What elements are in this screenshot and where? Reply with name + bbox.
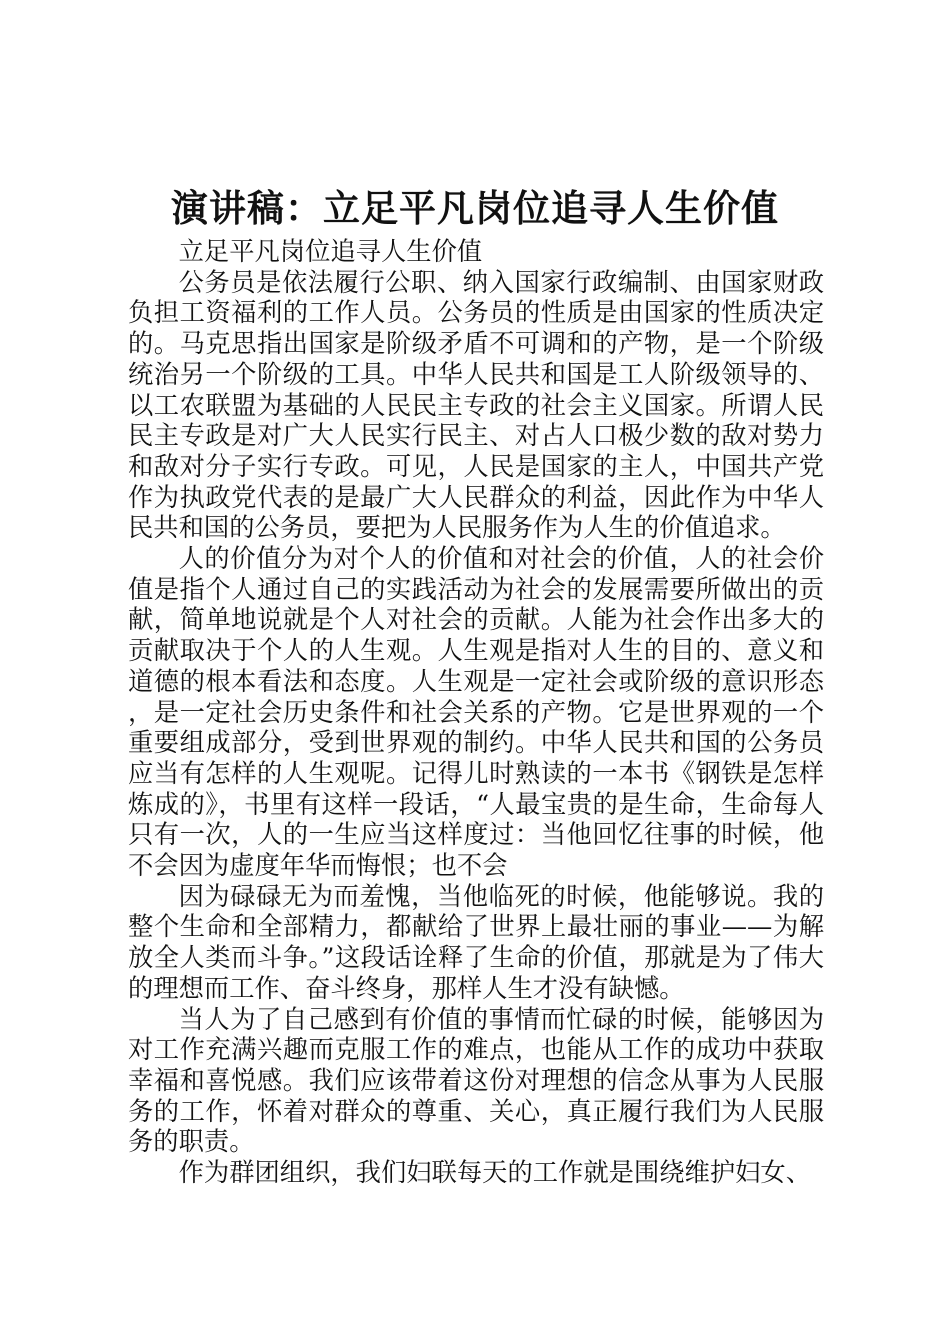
paragraph: 因为碌碌无为而羞愧，当他临死的时候，他能够说。我的整个生命和全部精力，都献给了世界上最壮丽的事业——为解放全人类而斗争。”这段话诠释了生命的价值，那就是为了伟大的理想而工作、奋斗终身，那样人生才没有缺憾。 (128, 881, 824, 1003)
paragraph: 当人为了自己感到有价值的事情而忙碌的时候，能够因为对工作充满兴趣而克服工作的难点，也能从工作的成功中获取幸福和喜悦感。我们应该带着这份对理想的信念从事为人民服务的工作，怀着对群众的尊重、关心，真正履行我们为人民服务的职责。 (128, 1004, 824, 1157)
paragraph: 人的价值分为对个人的价值和对社会的价值，人的社会价值是指个人通过自己的实践活动为社会的发展需要所做出的贡献，简单地说就是个人对社会的贡献。人能为社会作出多大的贡献取决于个人的人生观。人生观是指对人生的目的、意义和道德的根本看法和态度。人生观是一定社会或阶级的意识形态，是一定社会历史条件和社会关系的产物。它是世界观的一个重要组成部分，受到世界观的制约。中华人民共和国的公务员应当有怎样的人生观呢。记得儿时熟读的一本书《钢铁是怎样炼成的》，书里有这样一段话，“人最宝贵的是生命，生命每人只有一次，人的一生应当这样度过：当他回忆往事的时候，他不会因为虚度年华而悔恨；也不会 (128, 544, 824, 881)
paragraph: 公务员是依法履行公职、纳入国家行政编制、由国家财政负担工资福利的工作人员。公务员的性质是由国家的性质决定的。马克思指出国家是阶级矛盾不可调和的产物，是一个阶级统治另一个阶级的工具。中华人民共和国是工人阶级领导的、以工农联盟为基础的人民民主专政的社会主义国家。所谓人民民主专政是对广大人民实行民主、对占人口极少数的敌对势力和敌对分子实行专政。可见，人民是国家的主人，中国共产党作为执政党代表的是最广大人民群众的利益，因此作为中华人民共和国的公务员，要把为人民服务作为人生的价值追求。 (128, 267, 824, 543)
document-subtitle: 立足平凡岗位追寻人生价值 (178, 237, 483, 266)
document-body (128, 237, 824, 1189)
document-title: 演讲稿：立足平凡岗位追寻人生价值 (171, 186, 779, 230)
paragraph: 作为群团组织，我们妇联每天的工作就是围绕维护妇女、 (178, 1158, 812, 1188)
